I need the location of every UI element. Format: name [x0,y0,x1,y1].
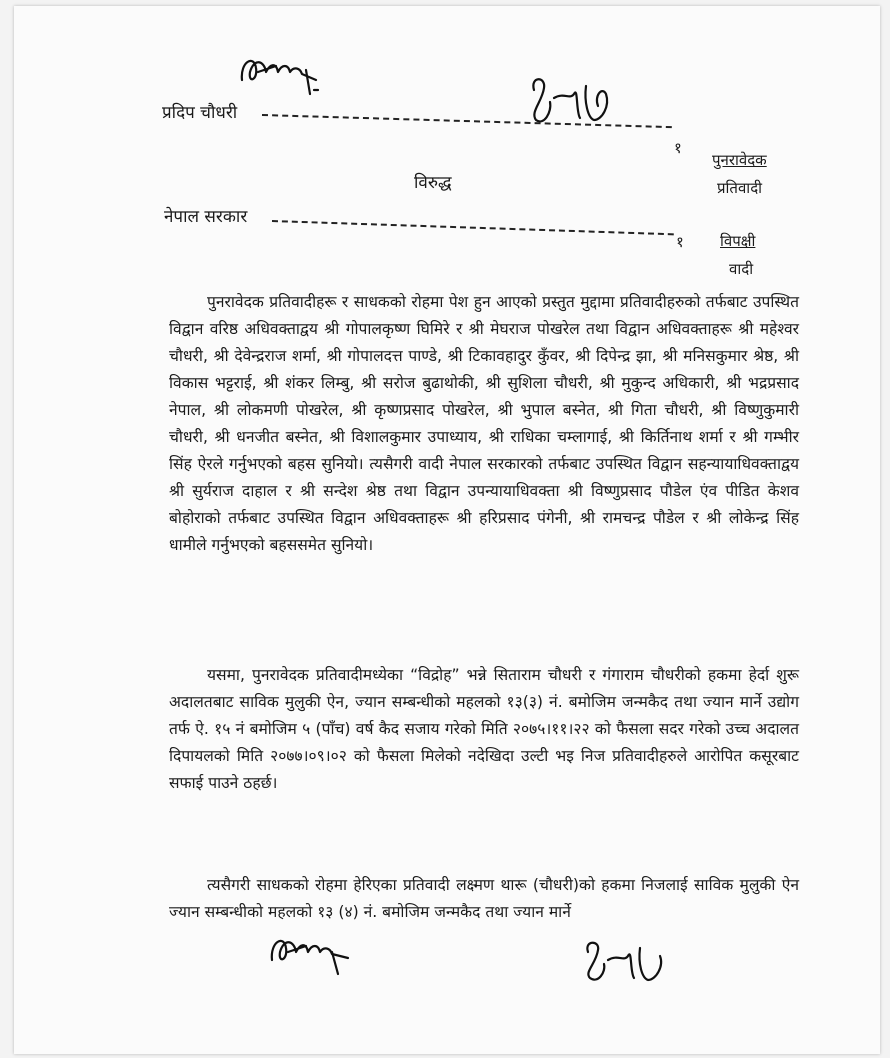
versus-label: विरुद्ध [414,173,452,193]
signature-bottom-left [266,930,366,978]
paragraph-confirmation: त्यसैगरी साधकको रोहमा हेरिएका प्रतिवादी लक्ष्मण थारू (चौधरी)को हकमा निजलाई साविक मुलुकी ऐन ज्यान सम्बन्धीको महलको १३ (४) नं. बमोजिम जन्मकैद तथा ज्यान मार्ने [169,876,799,921]
appellant-role-appellant: पुनरावेदक [712,151,767,169]
respondent-role-plaintiff: वादी [729,260,754,278]
appellant-number: १ [674,139,682,157]
respondent-name: नेपाल सरकार [164,207,248,227]
document-page [14,6,880,1054]
signature-top-right [524,72,619,128]
appellant-role-defendant: प्रतिवादी [717,179,763,197]
respondent-role-opposing: विपक्षी [720,232,756,250]
paragraph-verdict: यसमा, पुनरावेदक प्रतिवादीमध्येका “विद्रोह” भन्ने सिताराम चौधरी र गंगाराम चौधरीको हकमा हेर्दा शुरू अदालतबाट साविक मुलुकी ऐन, ज्यान सम्बन्धीको महलको १३(३) नं. बमोजिम जन्मकैद तथा ज्यान मार्ने उद्योग तर्फ ऐ. १५ नं बमोजिम ५ (पाँच) वर्ष कैद सजाय गरेको मिति २०७५।११।२२ को फैसला सदर गरेको उच्च अदालत दिपायलको मिति २०७७।०९।०२ को फैसला मिलेको नदेखिदा उल्टी भइ निज प्रतिवादीहरुले आरोपित कसूरबाट सफाई पाउने ठहर्छ। [169,666,799,792]
paragraph-hearing: पुनरावेदक प्रतिवादीहरू र साधकको रोहमा पेश हुन आएको प्रस्तुत मुद्दामा प्रतिवादीहरुको तर्फबाट उपस्थित विद्वान वरिष्ठ अधिवक्ताद्वय श्री गोपालकृष्ण घिमिरे र श्री मेघराज पोखरेल तथा विद्वान अधिवक्ताहरू श्री महेश्वर चौधरी, श्री देवेन्द्रराज शर्मा, श्री गोपालदत्त पाण्डे, श्री टिकावहादुर कुँवर, श्री दिपेन्द्र झा, श्री मनिसकुमार श्रेष्ठ, श्री विकास भट्टराई, श्री शंकर लिम्बु, श्री सरोज बुढाथोकी, श्री सुशिला चौधरी, श्री मुकुन्द अधिकारी, श्री भद्रप्रसाद नेपाल, श्री लोकमणी पोखरेल, श्री कृष्णप्रसाद पोखरेल, श्री भुपाल बस्नेत, श्री गिता चौधरी, श्री विष्णुकुमारी चौधरी, श्री धनजीत बस्नेत, श्री विशालकुमार उपाध्याय, श्री राधिका चम्लागाई, श्री किर्तिनाथ शर्मा र श्री गम्भीर सिंह ऐरले गर्नुभएको बहस सुनियो। त्यसैगरी वादी नेपाल सरकारको तर्फबाट उपस्थित विद्वान सहन्यायाधिवक्ताद्वय श्री सुर्यराज दाहाल र श्री सन्देश श्रेष्ठ तथा विद्वान उपन्यायाधिवक्ता श्री विष्णुप्रसाद पौडेल एंव पीडित केशव बोहोराको तर्फबाट उपस्थित विद्वान अधिवक्ताहरू श्री हरिप्रसाद पंगेनी, श्री रामचन्द्र पौडेल र श्री लोकेन्द्र सिंह धामीले गर्नुभएको बहससमेत सुनियो। [169,293,799,554]
signature-bottom-right [578,936,673,986]
appellant-name: प्रदिप चौधरी [162,103,238,123]
signature-top-left [236,50,336,98]
respondent-number: १ [676,233,684,251]
respondent-dash-line [272,220,674,235]
